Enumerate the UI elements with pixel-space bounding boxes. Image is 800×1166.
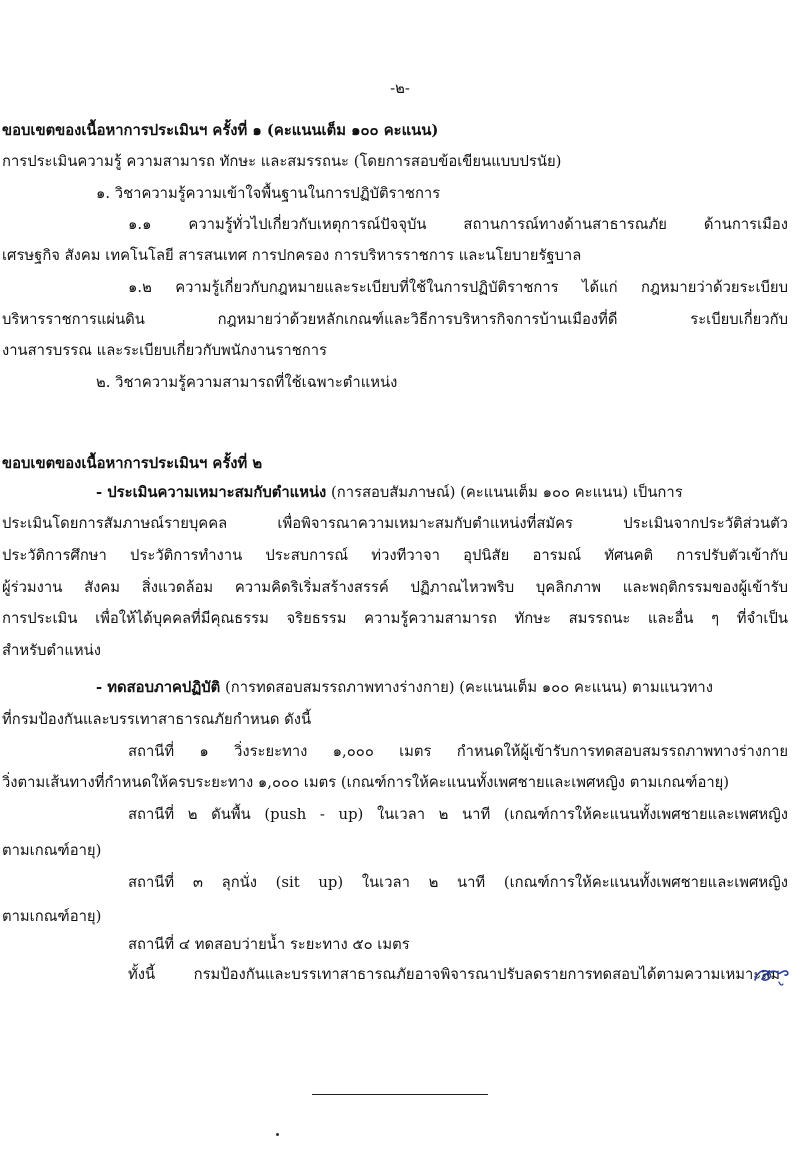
section1-line: ๑. วิชาความรู้ความเข้าใจพื้นฐานในการปฏิบัติราชการ bbox=[96, 185, 441, 202]
section1-line: การประเมินความรู้ ความสามารถ ทักษะ และสมรรถนะ (โดยการสอบข้อเขียนแบบปรนัย) bbox=[2, 153, 562, 170]
practical-line: วิ่งตามเส้นทางที่กำหนดให้ครบระยะทาง ๑,๐๐๐ เมตร (เกณฑ์การให้คะแนนทั้งเพศชายและเพศหญิง ตามเกณฑ์อายุ) bbox=[2, 774, 730, 791]
page-number: -๒- bbox=[390, 80, 410, 97]
initial-signature-icon bbox=[752, 960, 792, 994]
interview-label: - ประเมินความเหมาะสมกับตำแหน่ง bbox=[96, 484, 327, 501]
practical-first-line bbox=[96, 677, 713, 699]
section2-heading: ขอบเขตของเนื้อหาการประเมินฯ ครั้งที่ ๒ bbox=[2, 455, 263, 472]
signature-line bbox=[312, 1094, 488, 1095]
interview-line: สำหรับตำแหน่ง bbox=[2, 642, 101, 659]
practical-line: สถานีที่ ๒ ดันพื้น (push - up) ในเวลา ๒ นาที (เกณฑ์การให้คะแนนทั้งเพศชายและเพศหญิง bbox=[128, 806, 788, 823]
scan-speck bbox=[276, 1133, 279, 1136]
section1-line: ๑.๒ ความรู้เกี่ยวกับกฎหมายและระเบียบที่ใช้ในการปฏิบัติราชการ ได้แก่ กฎหมายว่าด้วยระเบียบ bbox=[128, 279, 788, 296]
practical-line: ตามเกณฑ์อายุ) bbox=[2, 908, 102, 925]
section1-line: บริหารราชการแผ่นดิน กฎหมายว่าด้วยหลักเกณฑ์และวิธีการบริหารกิจการบ้านเมืองที่ดี ระเบียบเกี่ยวกับ bbox=[2, 311, 788, 328]
section1-line: ๒. วิชาความรู้ความสามารถที่ใช้เฉพาะตำแหน่ง bbox=[96, 374, 398, 391]
practical-line: สถานีที่ ๓ ลุกนั่ง (sit up) ในเวลา ๒ นาที (เกณฑ์การให้คะแนนทั้งเพศชายและเพศหญิง bbox=[128, 874, 788, 891]
practical-line: ตามเกณฑ์อายุ) bbox=[2, 842, 102, 859]
interview-line: ผู้ร่วมงาน สังคม สิ่งแวดล้อม ความคิดริเริ่มสร้างสรรค์ ปฏิภาณไหวพริบ บุคลิกภาพ และพฤติกรรมของผู้เข้ารับ bbox=[2, 579, 788, 596]
practical-line: ทั้งนี้ กรมป้องกันและบรรเทาสาธารณภัยอาจพิจารณาปรับลดรายการทดสอบได้ตามความเหมาะสม bbox=[128, 966, 780, 983]
interview-line: ประเมินโดยการสัมภาษณ์รายบุคคล เพื่อพิจารณาความเหมาะสมกับตำแหน่งที่สมัคร ประเมินจากประวัติส่วนตัว bbox=[2, 515, 788, 532]
section1-line: เศรษฐกิจ สังคม เทคโนโลยี สารสนเทศ การปกครอง การบริหารราชการ และนโยบายรัฐบาล bbox=[2, 247, 582, 264]
interview-first-line bbox=[96, 482, 683, 504]
section1-line: ๑.๑ ความรู้ทั่วไปเกี่ยวกับเหตุการณ์ปัจจุบัน สถานการณ์ทางด้านสาธารณภัย ด้านการเมือง bbox=[128, 216, 788, 233]
practical-label: - ทดสอบภาคปฏิบัติ bbox=[96, 679, 221, 696]
interview-line: ประวัติการศึกษา ประวัติการทำงาน ประสบการณ์ ท่วงทีวาจา อุปนิสัย อารมณ์ ทัศนคติ การปรับตัวเข้ากับ bbox=[2, 547, 788, 564]
section1-heading: ขอบเขตของเนื้อหาการประเมินฯ ครั้งที่ ๑ (คะแนนเต็ม ๑๐๐ คะแนน) bbox=[2, 122, 439, 139]
practical-line: ที่กรมป้องกันและบรรเทาสาธารณภัยกำหนด ดังนี้ bbox=[2, 711, 312, 728]
interview-line: การประเมิน เพื่อให้ได้บุคคลที่มีคุณธรรม จริยธรรม ความรู้ความสามารถ ทักษะ สมรรถนะ และอื่น ๆ ที่จำเป็น bbox=[2, 610, 788, 627]
practical-text: (การทดสอบสมรรถภาพทางร่างกาย) (คะแนนเต็ม ๑๐๐ คะแนน) ตามแนวทาง bbox=[220, 679, 713, 696]
practical-line: สถานีที่ ๔ ทดสอบว่ายน้ำ ระยะทาง ๕๐ เมตร bbox=[128, 936, 410, 953]
section1-line: งานสารบรรณ และระเบียบเกี่ยวกับพนักงานราชการ bbox=[2, 342, 327, 359]
practical-line: สถานีที่ ๑ วิ่งระยะทาง ๑,๐๐๐ เมตร กำหนดให้ผู้เข้ารับการทดสอบสมรรถภาพทางร่างกาย bbox=[128, 743, 788, 760]
interview-text: (การสอบสัมภาษณ์) (คะแนนเต็ม ๑๐๐ คะแนน) เป็นการ bbox=[326, 484, 683, 501]
